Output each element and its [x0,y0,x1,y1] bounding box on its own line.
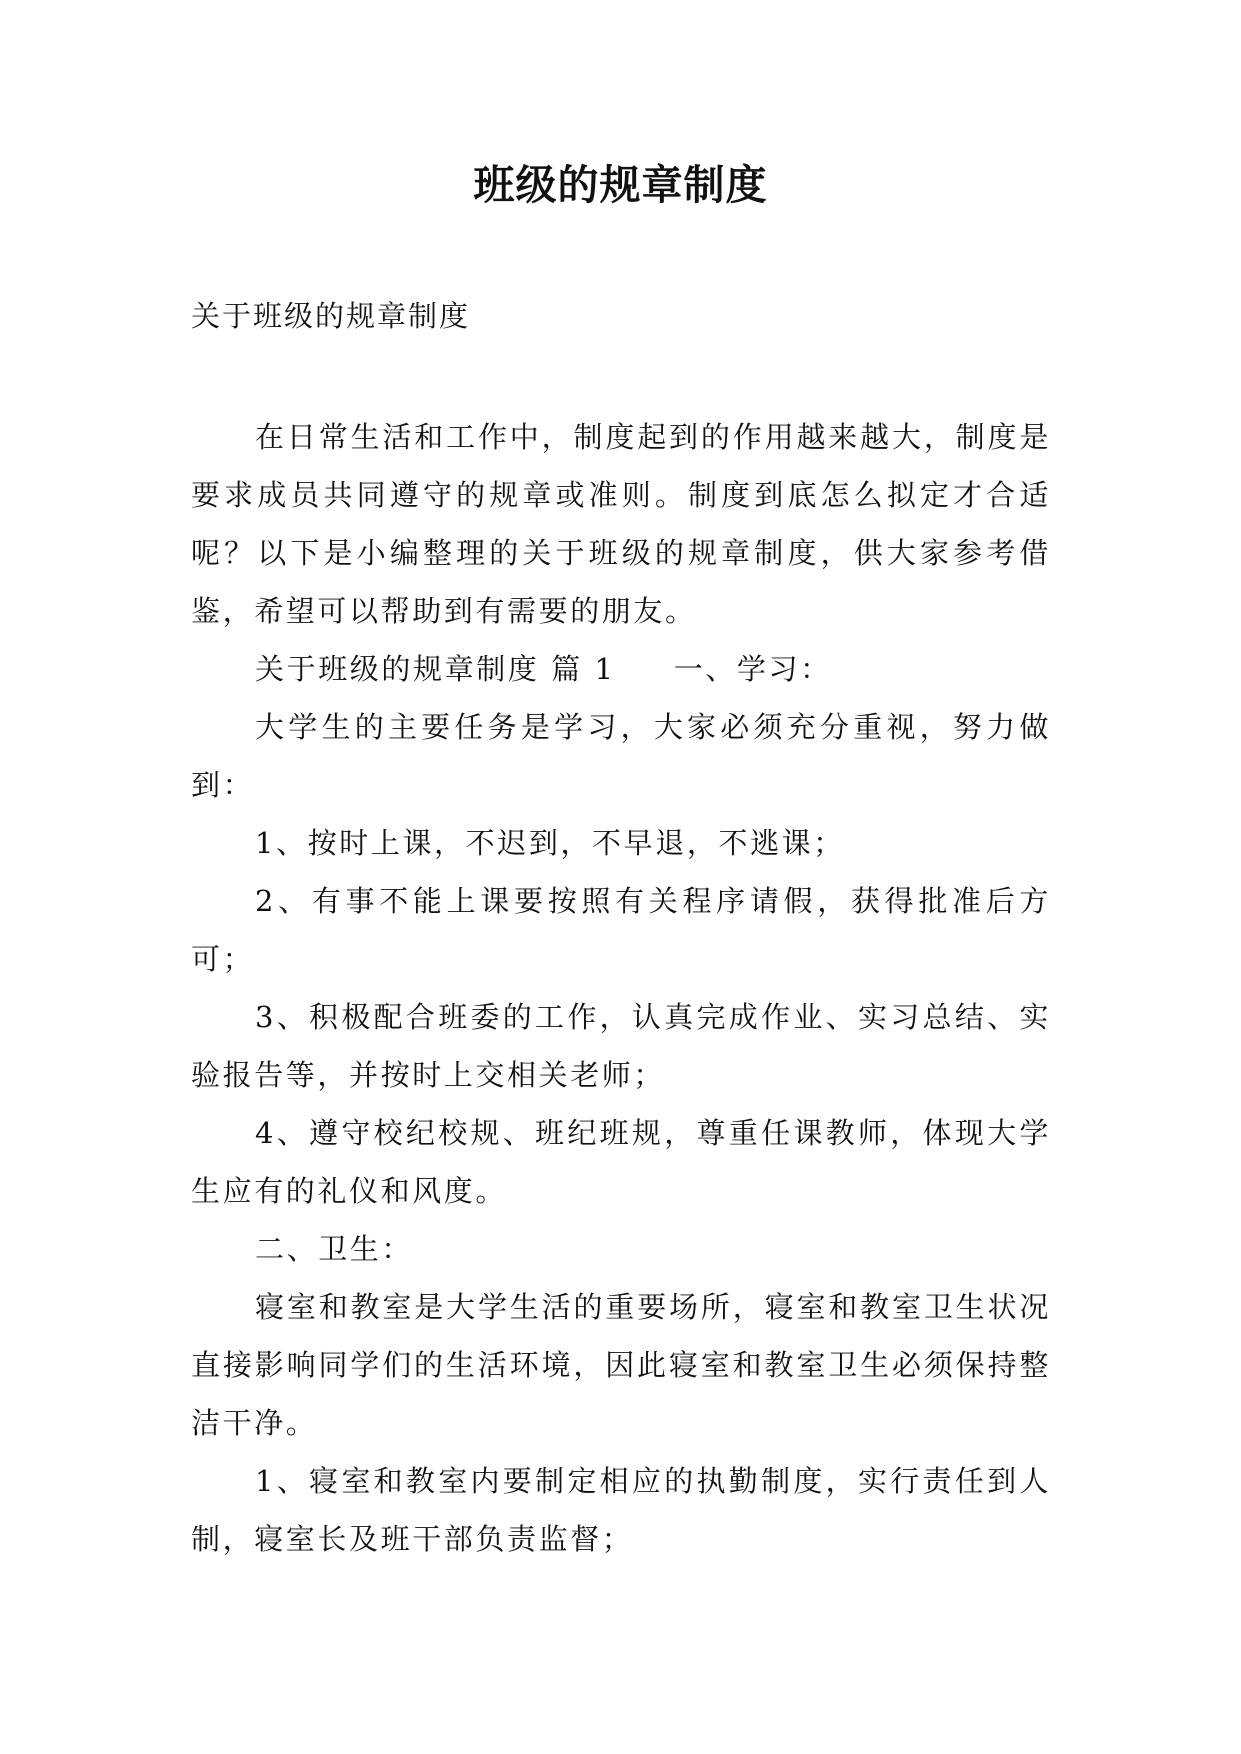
section-heading-hygiene: 二、卫生： [255,1232,414,1266]
list-item-study-4: 4、遵守校纪校规、班纪班规，尊重任课教师，体现大学生应有的礼仪和风度。 [191,1116,1051,1208]
section-heading-line [191,640,1051,698]
document-subtitle: 关于班级的规章制度 [191,299,471,333]
list-item-study-2: 2、有事不能上课要按照有关程序请假，获得批准后方可； [191,884,1051,976]
section-item-study: 一、学习： [673,652,832,686]
paragraph-intro: 在日常生活和工作中，制度起到的作用越来越大，制度是要求成员共同遵守的规章或准则。制度到底怎么拟定才合适呢？以下是小编整理的关于班级的规章制度，供大家参考借鉴，希望可以帮助到有需要的朋友。 [191,420,1051,628]
section-heading: 关于班级的规章制度 篇 1 [255,652,616,686]
list-item-study-3: 3、积极配合班委的工作，认真完成作业、实习总结、实验报告等，并按时上交相关老师； [191,1000,1051,1092]
document-title: 班级的规章制度 [473,161,768,209]
document-body [191,408,1051,1568]
list-item-hygiene-1: 1、寝室和教室内要制定相应的执勤制度，实行责任到人制，寝室长及班干部负责监督； [191,1464,1051,1556]
paragraph-hygiene-intro: 寝室和教室是大学生活的重要场所，寝室和教室卫生状况直接影响同学们的生活环境，因此寝室和教室卫生必须保持整洁干净。 [191,1290,1051,1440]
paragraph-study-intro: 大学生的主要任务是学习，大家必须充分重视，努力做到： [191,710,1051,802]
list-item-study-1: 1、按时上课，不迟到，不早退，不逃课； [255,826,845,860]
